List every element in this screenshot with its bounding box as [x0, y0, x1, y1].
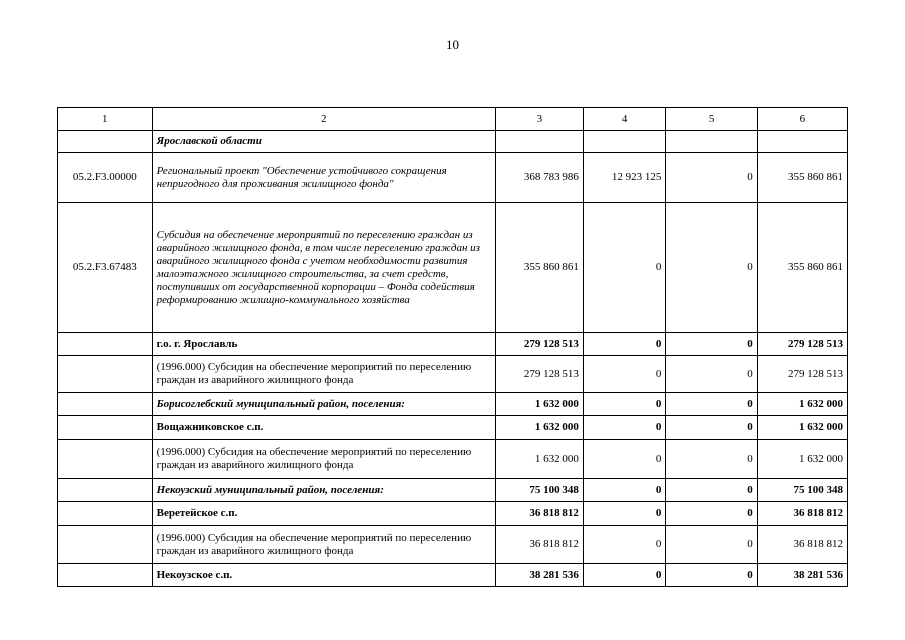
row-total: 1 632 000 [495, 393, 583, 416]
row-value-col5: 0 [666, 416, 757, 440]
row-code [58, 333, 153, 356]
table-row [58, 153, 848, 203]
row-total: 279 128 513 [495, 333, 583, 356]
row-value-col5: 0 [666, 564, 757, 587]
row-value-col4: 0 [583, 356, 666, 393]
row-value-col5: 0 [666, 153, 757, 203]
table-row [58, 416, 848, 440]
row-code [58, 526, 153, 564]
row-value-col5 [666, 131, 757, 153]
row-name: Борисоглебский муниципальный район, поселения: [152, 393, 495, 416]
table-row [58, 526, 848, 564]
row-value-col6: 279 128 513 [757, 333, 847, 356]
row-value-col4: 0 [583, 333, 666, 356]
row-value-col4: 12 923 125 [583, 153, 666, 203]
row-value-col4: 0 [583, 203, 666, 333]
row-total: 1 632 000 [495, 416, 583, 440]
page-number: 10 [446, 37, 459, 52]
row-code [58, 131, 153, 153]
row-code: 05.2.F3.67483 [58, 203, 153, 333]
row-name: Вощажниковское с.п. [152, 416, 495, 440]
budget-table [57, 107, 848, 587]
table-row [58, 333, 848, 356]
row-value-col6: 36 818 812 [757, 526, 847, 564]
row-name: Некоузское с.п. [152, 564, 495, 587]
row-value-col5: 0 [666, 203, 757, 333]
row-value-col6: 36 818 812 [757, 502, 847, 526]
table-row [58, 203, 848, 333]
row-value-col4: 0 [583, 564, 666, 587]
row-value-col4 [583, 131, 666, 153]
row-value-col4: 0 [583, 393, 666, 416]
row-total: 1 632 000 [495, 440, 583, 479]
row-value-col5: 0 [666, 333, 757, 356]
row-value-col5: 0 [666, 479, 757, 502]
row-value-col4: 0 [583, 479, 666, 502]
column-header: 3 [495, 108, 583, 131]
row-total: 355 860 861 [495, 203, 583, 333]
row-total: 36 818 812 [495, 502, 583, 526]
row-code [58, 440, 153, 479]
row-value-col5: 0 [666, 502, 757, 526]
row-total: 38 281 536 [495, 564, 583, 587]
row-value-col5: 0 [666, 356, 757, 393]
row-total: 368 783 986 [495, 153, 583, 203]
row-value-col6: 1 632 000 [757, 416, 847, 440]
row-code [58, 502, 153, 526]
row-total [495, 131, 583, 153]
row-value-col6: 75 100 348 [757, 479, 847, 502]
row-value-col6: 355 860 861 [757, 203, 847, 333]
table-row [58, 356, 848, 393]
row-value-col6 [757, 131, 847, 153]
row-total: 279 128 513 [495, 356, 583, 393]
row-name: г.о. г. Ярославль [152, 333, 495, 356]
column-header: 4 [583, 108, 666, 131]
row-value-col4: 0 [583, 502, 666, 526]
row-value-col6: 355 860 861 [757, 153, 847, 203]
row-value-col6: 279 128 513 [757, 356, 847, 393]
row-name: Региональный проект "Обеспечение устойчивого сокращения непригодного для проживания жилищного фонда" [152, 153, 495, 203]
row-value-col6: 1 632 000 [757, 393, 847, 416]
row-total: 75 100 348 [495, 479, 583, 502]
row-code [58, 564, 153, 587]
row-name: Субсидия на обеспечение мероприятий по переселению граждан из аварийного жилищного фонда, в том числе переселению граждан из аварийного жилищного фонда с учетом необходимости развития малоэтажного жилищного строительства, за счет средств, поступивших от государственной корпорации – Фонда содействия реформированию жилищно-коммунального хозяйства [152, 203, 495, 333]
row-value-col5: 0 [666, 526, 757, 564]
row-value-col4: 0 [583, 440, 666, 479]
row-value-col5: 0 [666, 440, 757, 479]
row-value-col4: 0 [583, 416, 666, 440]
table-row [58, 440, 848, 479]
table-row [58, 393, 848, 416]
row-name: Некоузский муниципальный район, поселения: [152, 479, 495, 502]
table-row [58, 502, 848, 526]
row-name: (1996.000) Субсидия на обеспечение мероприятий по переселению граждан из аварийного жилищного фонда [152, 440, 495, 479]
row-code [58, 479, 153, 502]
table-row [58, 479, 848, 502]
column-header: 6 [757, 108, 847, 131]
row-code [58, 356, 153, 393]
table-row [58, 564, 848, 587]
row-name: (1996.000) Субсидия на обеспечение мероприятий по переселению граждан из аварийного жилищного фонда [152, 526, 495, 564]
row-name: Ярославской области [152, 131, 495, 153]
row-total: 36 818 812 [495, 526, 583, 564]
row-name: Веретейское с.п. [152, 502, 495, 526]
row-value-col6: 1 632 000 [757, 440, 847, 479]
row-value-col4: 0 [583, 526, 666, 564]
row-code: 05.2.F3.00000 [58, 153, 153, 203]
table-header-row [58, 108, 848, 131]
table-row [58, 131, 848, 153]
column-header: 2 [152, 108, 495, 131]
row-code [58, 416, 153, 440]
row-value-col6: 38 281 536 [757, 564, 847, 587]
row-code [58, 393, 153, 416]
row-value-col5: 0 [666, 393, 757, 416]
column-header: 5 [666, 108, 757, 131]
row-name: (1996.000) Субсидия на обеспечение мероприятий по переселению граждан из аварийного жилищного фонда [152, 356, 495, 393]
column-header: 1 [58, 108, 153, 131]
